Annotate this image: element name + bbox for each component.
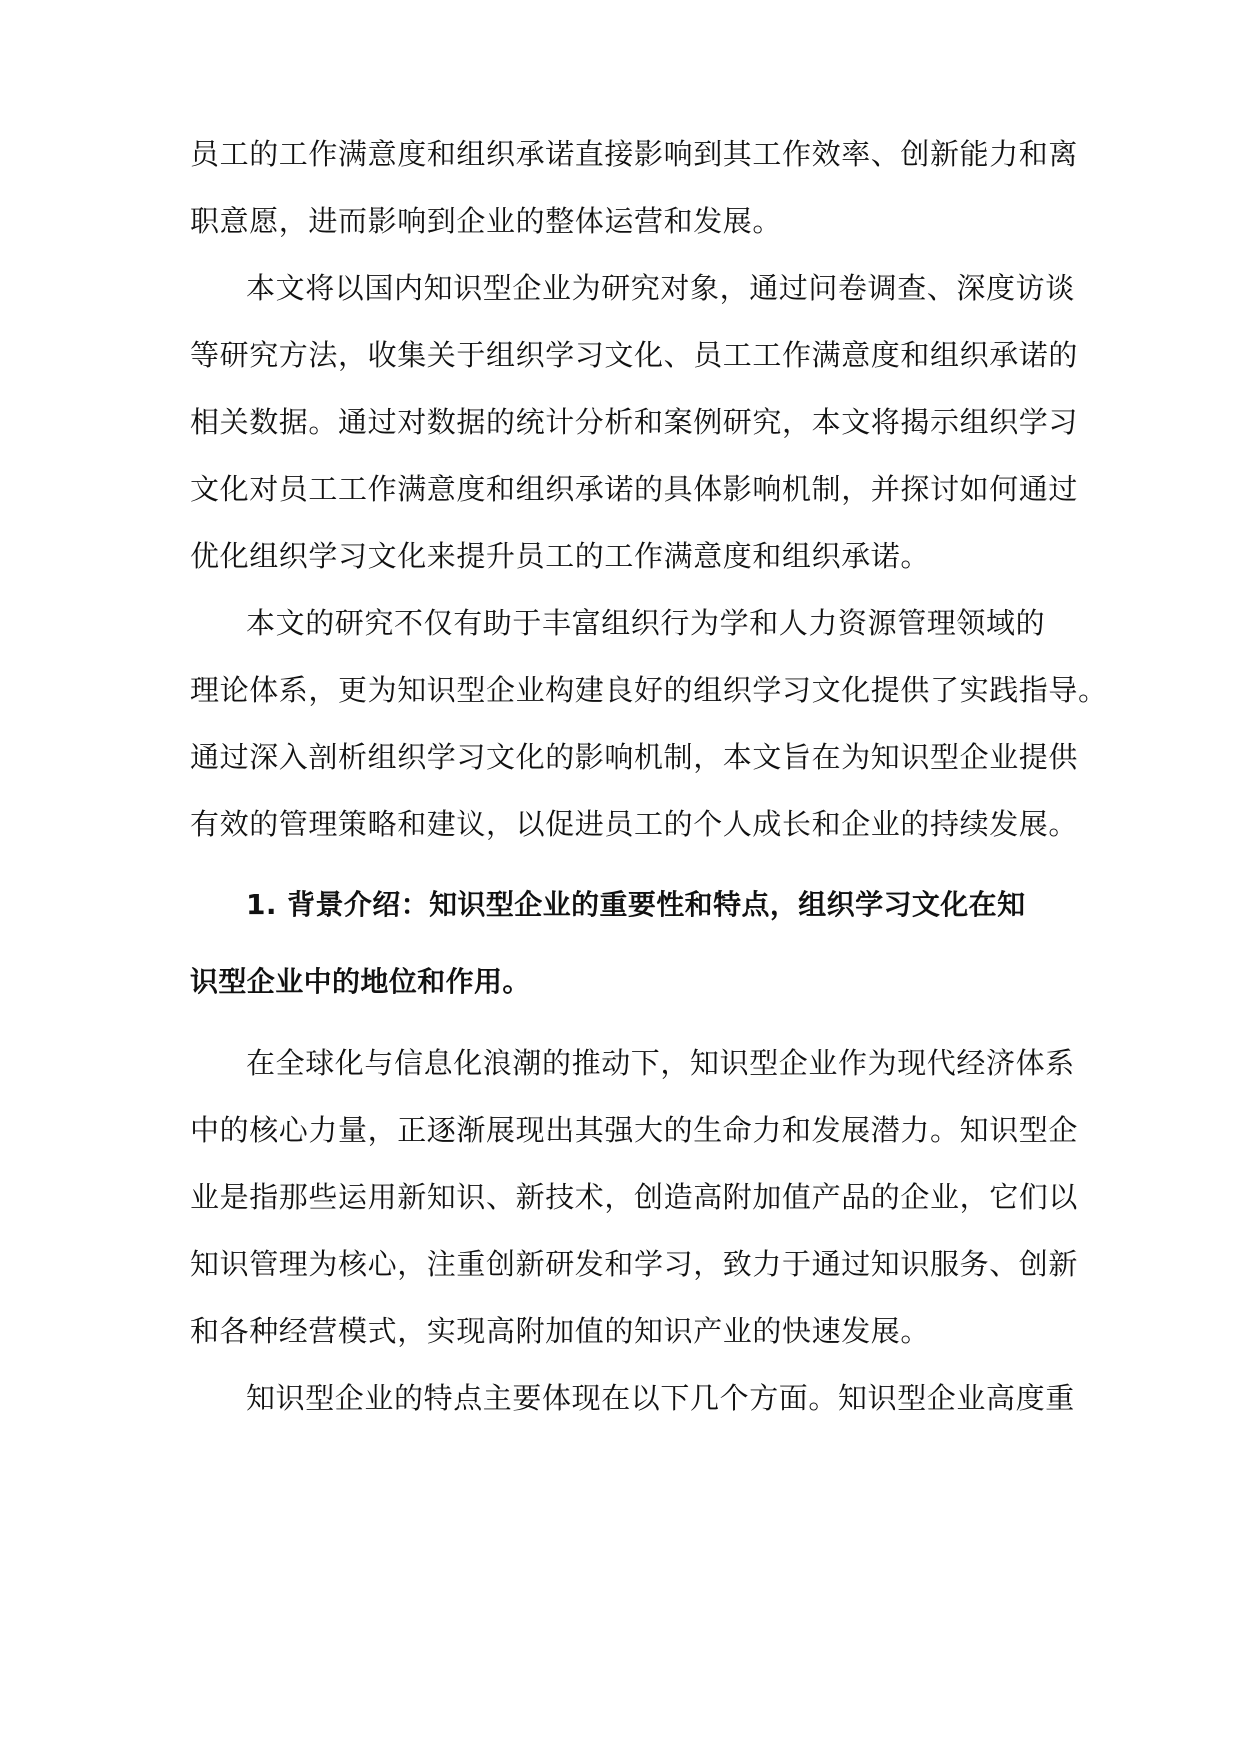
paragraph-2-line-3: 相关数据。通过对数据的统计分析和案例研究，本文将揭示组织学习 bbox=[190, 405, 1079, 439]
paragraph-3-line-2: 理论体系，更为知识型企业构建良好的组织学习文化提供了实践指导。 bbox=[190, 673, 1108, 707]
paragraph-3-line-1: 本文的研究不仅有助于丰富组织行为学和人力资源管理领域的 bbox=[246, 606, 1046, 640]
paragraph-2-line-1: 本文将以国内知识型企业为研究对象，通过问卷调查、深度访谈 bbox=[246, 271, 1075, 305]
paragraph-2-line-2: 等研究方法，收集关于组织学习文化、员工工作满意度和组织承诺的 bbox=[190, 338, 1079, 372]
paragraph-1-line-1: 员工的工作满意度和组织承诺直接影响到其工作效率、创新能力和离 bbox=[190, 137, 1079, 171]
section-heading-line-2: 识型企业中的地位和作用。 bbox=[190, 965, 531, 998]
paragraph-4-line-3: 业是指那些运用新知识、新技术，创造高附加值产品的企业，它们以 bbox=[190, 1180, 1079, 1214]
paragraph-3-line-4: 有效的管理策略和建议，以促进员工的个人成长和企业的持续发展。 bbox=[190, 807, 1079, 841]
section-heading-line-1: 1. 背景介绍：知识型企业的重要性和特点，组织学习文化在知 bbox=[246, 888, 1026, 921]
paragraph-4-line-2: 中的核心力量，正逐渐展现出其强大的生命力和发展潜力。知识型企 bbox=[190, 1113, 1079, 1147]
paragraph-4-line-5: 和各种经营模式，实现高附加值的知识产业的快速发展。 bbox=[190, 1314, 931, 1348]
paragraph-2-line-5: 优化组织学习文化来提升员工的工作满意度和组织承诺。 bbox=[190, 539, 931, 573]
paragraph-4-line-4: 知识管理为核心，注重创新研发和学习，致力于通过知识服务、创新 bbox=[190, 1247, 1079, 1281]
paragraph-5-line-1: 知识型企业的特点主要体现在以下几个方面。知识型企业高度重 bbox=[246, 1381, 1075, 1415]
paragraph-3-line-3: 通过深入剖析组织学习文化的影响机制，本文旨在为知识型企业提供 bbox=[190, 740, 1079, 774]
paragraph-2-line-4: 文化对员工工作满意度和组织承诺的具体影响机制，并探讨如何通过 bbox=[190, 472, 1079, 506]
paragraph-1-line-2: 职意愿，进而影响到企业的整体运营和发展。 bbox=[190, 204, 783, 238]
paragraph-4-line-1: 在全球化与信息化浪潮的推动下，知识型企业作为现代经济体系 bbox=[246, 1046, 1075, 1080]
